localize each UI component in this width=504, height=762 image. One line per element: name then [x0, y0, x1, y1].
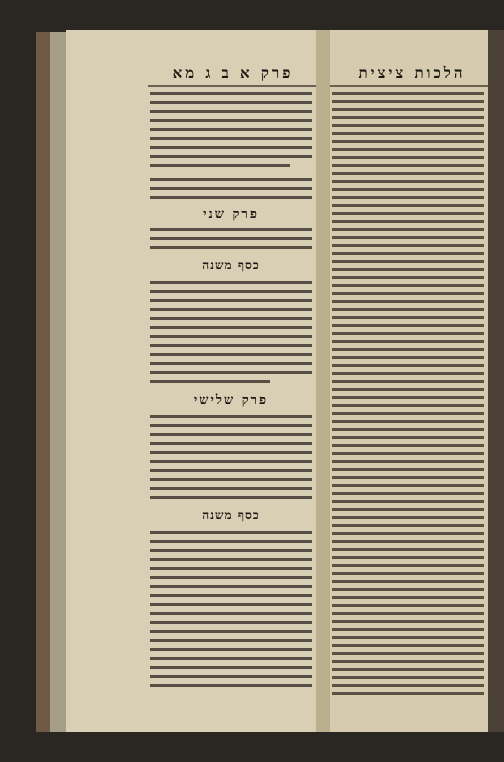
- running-header-right: הלכות ציצית: [358, 64, 466, 82]
- page-right-edge: [488, 30, 504, 732]
- chapter-heading-perek-shlishi: פרק שלישי: [193, 393, 269, 408]
- gutter-shadow: [316, 30, 330, 732]
- section-heading-kesef-mishneh: כסף משנה: [202, 258, 260, 272]
- chapter-heading-perek-sheni: פרק שני: [203, 207, 259, 222]
- section-heading-kesef-mishneh-2: כסף משנה: [202, 508, 260, 522]
- running-header-left: פרק א ב ג מא: [172, 64, 294, 82]
